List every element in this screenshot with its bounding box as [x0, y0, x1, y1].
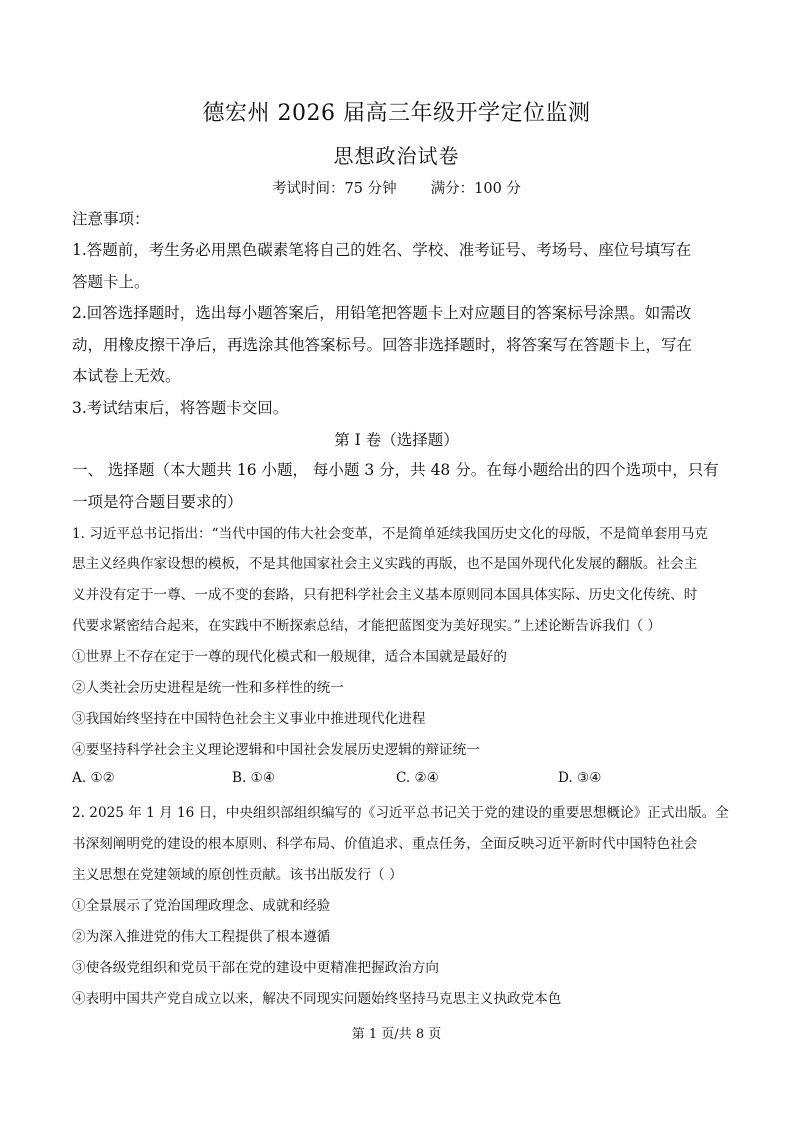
question-1-stem: 义并没有定于一尊、一成不变的套路，只有把科学社会主义基本原则同本国具体实际、历史文化传统、时: [72, 587, 698, 603]
exam-subject: 思想政治试卷: [333, 144, 460, 168]
question-1-stem: 1. 习近平总书记指出：“当代中国的伟大社会变革，不是简单延续我国历史文化的母版，不是简单套用马克: [72, 526, 708, 542]
page-number: 第 1 页/共 8 页: [351, 1027, 442, 1042]
notice-heading: 注意事项：: [72, 210, 150, 228]
question-2-statement: ②为深入推进党的伟大工程提供了根本遵循: [72, 929, 331, 945]
notice-line: 答题卡上。: [72, 273, 150, 291]
section-title: 第 I 卷（选择题）: [334, 431, 459, 449]
exam-meta: [0, 177, 793, 198]
question-1-stem: 思主义经典作家设想的模板，不是其他国家社会主义实践的再版，也不是国外现代化发展的翻版。社会主: [72, 556, 698, 572]
exam-full-score: 满分：100 分: [430, 181, 521, 197]
exam-title: 德宏州 2026 届高三年级开学定位监测: [202, 101, 591, 126]
notice-line: 动，用橡皮擦干净后，再选涂其他答案标号。回答非选择题时，将答案写在答题卡上，写在: [72, 336, 693, 354]
exam-time: 考试时间：75 分钟: [272, 181, 397, 197]
question-2-statement: ④表明中国共产党自成立以来，解决不同现实问题始终坚持马克思主义执政党本色: [72, 991, 562, 1007]
notice-line: 1.答题前，考生务必用黑色碳素笔将自己的姓名、学校、准考证号、考场号、座位号填写在: [72, 241, 692, 259]
section-intro: 一、 选择题（本大题共 16 小题， 每小题 3 分，共 48 分。在每小题给出的四个选项中，只有: [72, 461, 719, 479]
question-1-option-a[interactable]: A. ①②: [72, 770, 115, 786]
notice-line: 3.考试结束后，将答题卡交回。: [72, 399, 289, 417]
question-2-stem: 主义思想在党建领域的原创性贡献。该书出版发行（ ）: [72, 867, 403, 883]
question-2-stem: 书深刻阐明党的建设的根本原则、科学布局、价值追求、重点任务，全面反映习近平新时代中国特色社会: [72, 836, 698, 852]
question-1-stem: 代要求紧密结合起来，在实践中不断探索总结，才能把蓝图变为美好现实。”上述论断告诉我们（ ）: [72, 618, 661, 634]
question-2-statement: ③使各级党组织和党员干部在党的建设中更精准把握政治方向: [72, 960, 440, 976]
question-1-statement: ③我国始终坚持在中国特色社会主义事业中推进现代化进程: [72, 711, 426, 727]
question-1-option-d[interactable]: D. ③④: [558, 770, 602, 786]
question-1-statement: ①世界上不存在定于一尊的现代化模式和一般规律，适合本国就是最好的: [72, 649, 507, 665]
section-intro: 一项是符合题目要求的）: [72, 493, 243, 511]
question-2-statement: ①全景展示了党治国理政理念、成就和经验: [72, 898, 331, 914]
question-2-stem: 2. 2025 年 1 月 16 日，中央组织部组织编写的《习近平总书记关于党的建设的重要思想概论》正式出版。全: [72, 805, 729, 821]
notice-line: 本试卷上无效。: [72, 367, 181, 385]
notice-line: 2.回答选择题时，选出每小题答案后，用铅笔把答题卡上对应题目的答案标号涂黑。如需改: [72, 304, 692, 322]
question-1-statement: ④要坚持科学社会主义理论逻辑和中国社会发展历史逻辑的辩证统一: [72, 742, 480, 758]
question-1-statement: ②人类社会历史进程是统一性和多样性的统一: [72, 680, 344, 696]
question-1-option-c[interactable]: C. ②④: [396, 770, 439, 786]
question-1-option-b[interactable]: B. ①④: [232, 770, 276, 786]
